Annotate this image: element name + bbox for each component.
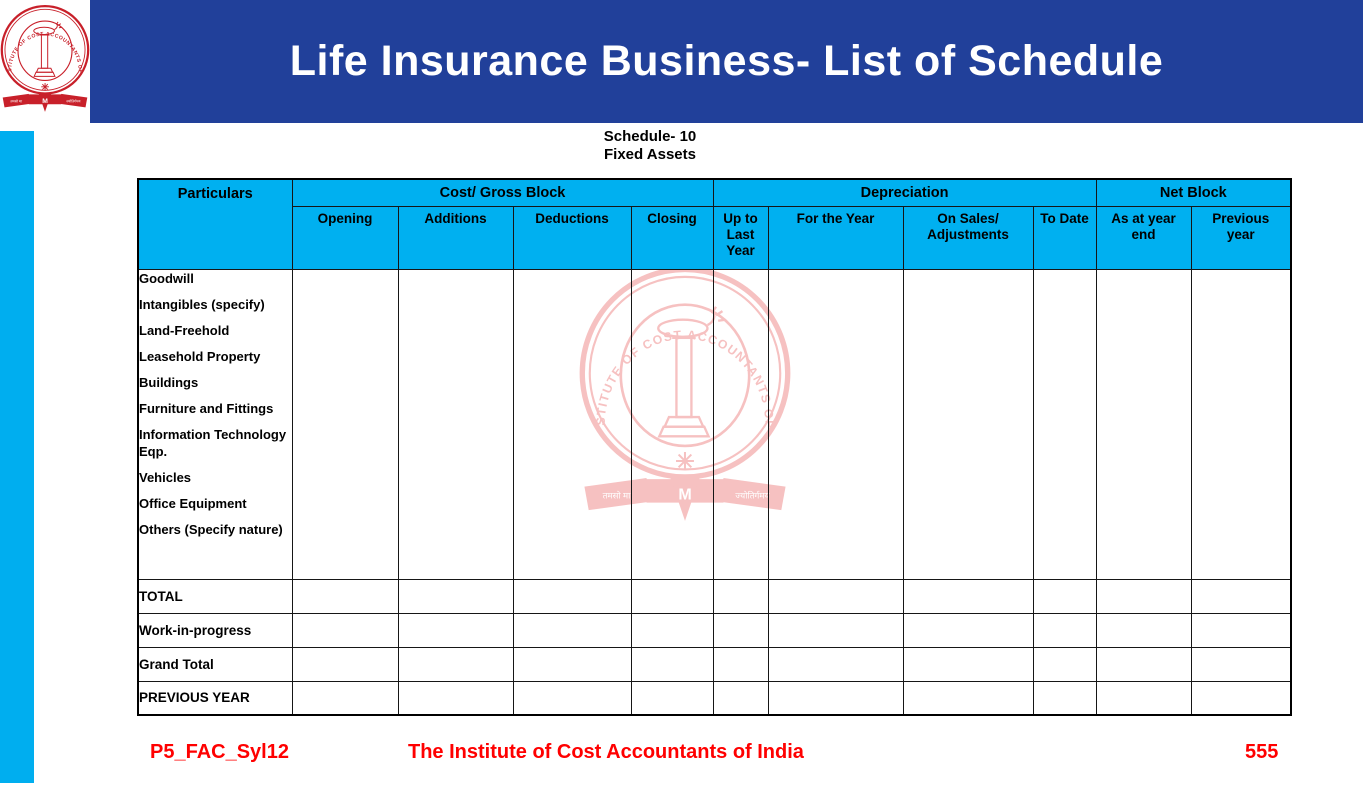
footer-course-code: P5_FAC_Syl12 [150,741,289,763]
fixed-assets-table [137,178,1292,716]
table-cell-empty [1096,647,1191,681]
col-group-depreciation: Depreciation [713,179,1096,206]
table-cell-empty [903,647,1033,681]
institute-seal-icon [0,0,90,123]
summary-label: PREVIOUS YEAR [138,681,292,715]
table-cell-empty [292,613,398,647]
table-cell-empty [768,681,903,715]
table-cell-empty [1191,579,1291,613]
grand-total-row [138,647,1291,681]
col-previous-year: Previous year [1191,206,1291,269]
table-cell-empty [1096,613,1191,647]
particulars-item: Others (Specify nature) [139,521,283,537]
table-cell-empty [1096,579,1191,613]
particulars-item: Vehicles [139,469,192,485]
title-banner [90,0,1363,123]
particulars-list-cell [138,269,292,579]
table-cell-empty [713,269,768,579]
table-cell-empty [1191,613,1291,647]
col-on-sales-adjustments: On Sales/ Adjustments [903,206,1033,269]
institute-logo [0,0,90,123]
particulars-item: Buildings [139,374,199,390]
particulars-item: Office Equipment [139,495,247,511]
work-in-progress-row [138,613,1291,647]
table-cell-empty [513,579,631,613]
table-cell-empty [1033,647,1096,681]
table-cell-empty [1191,681,1291,715]
table-cell-empty [1191,269,1291,579]
table-cell-empty [903,681,1033,715]
particulars-item: Furniture and Fittings [139,400,274,416]
summary-label: Work-in-progress [138,613,292,647]
col-group-net-block: Net Block [1096,179,1291,206]
table-cell-empty [768,579,903,613]
particulars-item: Land-Freehold [139,322,230,338]
sub-header-row [138,206,1291,269]
col-up-to-last-year: Up to Last Year [713,206,768,269]
asset-items-row [138,269,1291,579]
col-opening: Opening [292,206,398,269]
table-cell-empty [713,681,768,715]
table-cell-empty [903,269,1033,579]
table-cell-empty [292,579,398,613]
table-cell-empty [631,681,713,715]
table-cell-empty [713,613,768,647]
summary-label: TOTAL [138,579,292,613]
particulars-item: Goodwill [139,270,194,286]
table-cell-empty [292,647,398,681]
group-header-row [138,179,1291,206]
side-stripe [0,131,34,783]
table-cell-empty [513,647,631,681]
previous-year-row [138,681,1291,715]
page-title: Life Insurance Business- List of Schedule [289,37,1164,85]
schedule-number: Schedule- 10 [603,128,697,145]
col-to-date: To Date [1033,206,1096,269]
table-cell-empty [398,647,513,681]
table-cell-empty [713,647,768,681]
table-cell-empty [713,579,768,613]
table-cell-empty [768,613,903,647]
particulars-item: Intangibles (specify) [139,296,265,312]
page-number: 555 [1245,741,1279,763]
table-cell-empty [1191,647,1291,681]
table-cell-empty [631,579,713,613]
table-cell-empty [768,647,903,681]
table-cell-empty [292,681,398,715]
table-cell-empty [768,269,903,579]
table-cell-empty [631,269,713,579]
table-cell-empty [398,579,513,613]
table-cell-empty [1096,681,1191,715]
table-cell-empty [513,269,631,579]
footer-institute-name: The Institute of Cost Accountants of India [408,741,804,763]
table-cell-empty [398,681,513,715]
col-group-particulars: Particulars [138,179,292,269]
summary-label: Grand Total [138,647,292,681]
table-cell-empty [903,613,1033,647]
schedule-name: Fixed Assets [604,146,696,163]
table-cell-empty [1033,269,1096,579]
schedule-subtitle [0,128,1300,164]
table-cell-empty [631,647,713,681]
table-cell-empty [513,681,631,715]
col-group-cost-gross-block: Cost/ Gross Block [292,179,713,206]
table-cell-empty [1096,269,1191,579]
table-cell-empty [1033,681,1096,715]
col-deductions: Deductions [513,206,631,269]
table-cell-empty [631,613,713,647]
col-for-the-year: For the Year [768,206,903,269]
particulars-item: Information Technology Eqp. [139,426,287,459]
table-cell-empty [398,613,513,647]
particulars-item: Leasehold Property [139,348,261,364]
total-row [138,579,1291,613]
col-additions: Additions [398,206,513,269]
table-cell-empty [398,269,513,579]
table-cell-empty [292,269,398,579]
table-cell-empty [1033,613,1096,647]
table-cell-empty [903,579,1033,613]
col-as-at-year-end: As at year end [1096,206,1191,269]
table-cell-empty [513,613,631,647]
table-cell-empty [1033,579,1096,613]
col-closing: Closing [631,206,713,269]
